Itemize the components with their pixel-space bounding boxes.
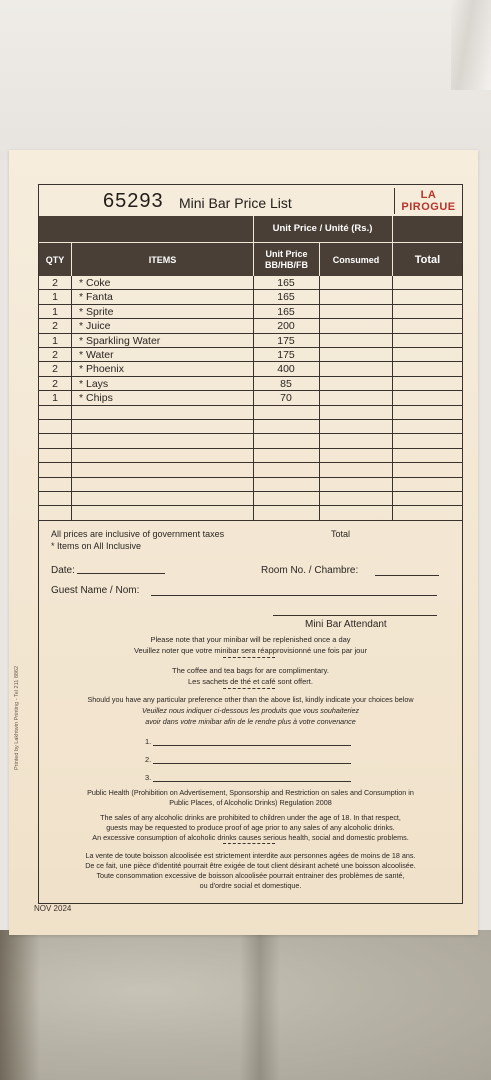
replenish-fr: Veuillez noter que votre minibar sera réapprovisionné une fois par jour [133, 646, 368, 655]
row-qty [39, 449, 71, 463]
column-divider [392, 276, 393, 290]
guest-field [151, 595, 437, 596]
column-divider [392, 420, 393, 434]
column-divider [392, 449, 393, 463]
table-row [39, 506, 462, 520]
column-divider [319, 506, 320, 520]
col-items: ITEMS [71, 243, 253, 277]
column-divider [392, 406, 393, 420]
choice-1-field [153, 745, 351, 746]
replenish-en: Please note that your minibar will be replenished once a day [150, 635, 351, 644]
guest-label: Guest Name / Nom: [51, 585, 140, 596]
choice-3-label: 3. [145, 773, 152, 782]
row-qty [39, 463, 71, 477]
band-divider [392, 216, 393, 242]
public-health-1: Public Health (Prohibition on Advertisement, Sponsorship and Restriction on sales and Consumption in [87, 788, 414, 797]
column-divider [319, 463, 320, 477]
row-qty [39, 420, 71, 434]
row-item [79, 420, 251, 434]
column-divider [319, 478, 320, 492]
column-divider [392, 506, 393, 520]
row-item [79, 506, 251, 520]
divider-1 [223, 657, 275, 658]
choice-1-label: 1. [145, 737, 152, 746]
column-divider [392, 391, 393, 405]
table-row [39, 290, 462, 304]
row-unit-price: 70 [280, 392, 292, 405]
column-divider [392, 334, 393, 348]
column-divider [319, 449, 320, 463]
table-row [39, 449, 462, 463]
row-qty: 1 [52, 392, 58, 405]
column-divider [392, 463, 393, 477]
form-number: 65293 [103, 190, 164, 212]
table-row [39, 463, 462, 477]
law-fr-2: De ce fait, une pièce d'identité pourrait être exigée de tout client désirant acheté une boisson alcoolisée. [85, 861, 416, 870]
fabric-shadow [0, 930, 40, 1080]
column-divider [319, 334, 320, 348]
unit-price-header: Unit Price / Unité (Rs.) [253, 216, 391, 242]
table-row [39, 276, 462, 290]
choice-2-label: 2. [145, 755, 152, 764]
table-row [39, 391, 462, 405]
coffee-fr: Les sachets de thé et café sont offert. [188, 677, 313, 686]
taxes-note: All prices are inclusive of government taxes [51, 529, 225, 539]
row-item: * Fanta [79, 291, 113, 304]
table-row [39, 305, 462, 319]
row-qty: 2 [52, 320, 58, 333]
law-en-2: guests may be requested to produce proof of age prior to any sales of any alcoholic drinks. [106, 823, 395, 832]
row-qty: 2 [52, 277, 58, 289]
preference-fr-1: Veuillez nous indiquer ci-dessous les produits que vous souhaiteriez [141, 706, 360, 715]
table-row [39, 434, 462, 448]
row-item [79, 449, 251, 463]
la-pirogue-logo [394, 188, 462, 214]
row-qty: 1 [52, 305, 58, 318]
table-row [39, 492, 462, 506]
table-edge [451, 0, 491, 90]
row-qty: 2 [52, 377, 58, 390]
table-surface [0, 0, 491, 160]
table-row [39, 478, 462, 492]
law-en-1: The sales of any alcoholic drinks are prohibited to children under the age of 18. In that respect, [100, 813, 401, 822]
column-divider [319, 290, 320, 304]
row-unit-price: 175 [277, 349, 295, 361]
table-row [39, 319, 462, 333]
column-divider [392, 377, 393, 391]
law-fr-3: Toute consommation excessive de boisson alcoolisée pourrait entrainer des problèmes de santé, [96, 871, 405, 880]
column-divider [71, 305, 72, 319]
printer-note: Printed by Lakhtwin Printing - Tel 211 8862 [14, 665, 20, 770]
row-item: * Chips [79, 392, 113, 405]
law-fr-1: La vente de toute boisson alcoolisée est strictement interdite aux personnes agées de moins de 18 ans. [85, 851, 416, 860]
total-label: Total [331, 529, 351, 539]
row-qty [39, 406, 71, 420]
row-unit-price [253, 406, 319, 420]
column-divider [392, 492, 393, 506]
row-unit-price [253, 449, 319, 463]
row-unit-price [253, 478, 319, 492]
row-item: * Phoenix [79, 363, 124, 376]
column-divider [71, 377, 72, 391]
column-divider [71, 362, 72, 376]
row-qty: 2 [52, 363, 58, 376]
column-divider [71, 334, 72, 348]
law-en-3: An excessive consumption of alcoholic drinks causes serious health, social and domestic problems. [92, 833, 409, 842]
column-divider [71, 420, 72, 434]
row-item [79, 478, 251, 492]
row-qty: 1 [52, 334, 58, 347]
row-unit-price: 85 [280, 377, 292, 390]
col-qty: QTY [45, 255, 65, 265]
row-item: * Juice [79, 320, 111, 333]
column-divider [392, 478, 393, 492]
column-divider [71, 449, 72, 463]
row-item [79, 492, 251, 506]
column-divider [71, 406, 72, 420]
row-unit-price [253, 492, 319, 506]
row-unit-price [253, 506, 319, 520]
unit-price-band [39, 216, 462, 242]
row-unit-price: 165 [277, 277, 295, 289]
row-qty [39, 434, 71, 448]
public-health-2: Public Places, of Alcoholic Drinks) Regulation 2008 [169, 798, 332, 807]
row-unit-price [253, 420, 319, 434]
col-unit-price-line1: Unit Price [265, 249, 308, 259]
table-row [39, 406, 462, 420]
column-divider [319, 319, 320, 333]
form-title: Mini Bar Price List [179, 195, 292, 211]
law-fr-4: ou d'ordre social et domestique. [199, 881, 302, 890]
column-divider [319, 434, 320, 448]
row-qty: 1 [52, 291, 58, 304]
column-divider [71, 463, 72, 477]
coffee-en: The coffee and tea bags for are complimentary. [172, 666, 329, 675]
date-label: Date: [51, 565, 75, 576]
row-item: * Water [79, 349, 114, 361]
row-qty [39, 506, 71, 520]
column-divider [71, 434, 72, 448]
row-qty [39, 492, 71, 506]
attendant-signature-line [273, 615, 437, 616]
logo-line-2: PIROGUE [401, 201, 456, 213]
column-divider [319, 420, 320, 434]
column-divider [392, 305, 393, 319]
row-unit-price: 400 [277, 363, 295, 376]
column-divider [392, 319, 393, 333]
col-unit-price [253, 243, 319, 277]
date-field [77, 573, 165, 574]
col-unit-price-line2: BB/HB/FB [265, 260, 308, 270]
table-row [39, 362, 462, 376]
column-header-band [39, 242, 462, 276]
choice-2-field [153, 763, 351, 764]
column-divider [71, 348, 72, 362]
column-divider [319, 276, 320, 290]
column-divider [319, 377, 320, 391]
row-unit-price: 165 [277, 305, 295, 318]
row-item: * Lays [79, 377, 109, 390]
column-divider [71, 506, 72, 520]
preference-fr-2: avoir dans votre minibar afin de le rendre plus à votre convenance [145, 717, 356, 726]
table-row [39, 348, 462, 362]
row-item [79, 463, 251, 477]
divider-3 [223, 843, 275, 844]
row-unit-price: 200 [277, 320, 295, 333]
column-divider [71, 492, 72, 506]
row-unit-price [253, 434, 319, 448]
column-divider [319, 348, 320, 362]
row-item [79, 434, 251, 448]
column-divider [319, 406, 320, 420]
column-divider [71, 478, 72, 492]
column-divider [319, 362, 320, 376]
row-item: * Sprite [79, 305, 114, 318]
preference-en: Should you have any particular preference other than the above list, kindly indicate your choices below [87, 695, 414, 704]
row-unit-price: 165 [277, 291, 295, 304]
room-field [375, 575, 439, 576]
row-qty: 2 [52, 349, 58, 361]
row-unit-price: 175 [277, 334, 295, 347]
row-item [79, 406, 251, 420]
row-qty [39, 478, 71, 492]
column-divider [392, 434, 393, 448]
inclusive-note: * Items on All Inclusive [51, 541, 142, 551]
row-unit-price [253, 463, 319, 477]
column-divider [319, 305, 320, 319]
column-divider [392, 362, 393, 376]
column-divider [319, 391, 320, 405]
column-divider [71, 290, 72, 304]
edition-date: NOV 2024 [34, 904, 72, 913]
row-item: * Coke [79, 277, 111, 289]
mini-bar-form [38, 184, 463, 904]
fabric-fold [240, 930, 280, 1080]
column-divider [319, 492, 320, 506]
column-divider [71, 391, 72, 405]
attendant-label: Mini Bar Attendant [305, 619, 387, 630]
table-row [39, 334, 462, 348]
column-divider [392, 290, 393, 304]
table-row [39, 377, 462, 391]
column-divider [392, 348, 393, 362]
column-divider [71, 319, 72, 333]
room-label: Room No. / Chambre: [261, 565, 359, 576]
divider-2 [223, 688, 275, 689]
table-row [39, 420, 462, 434]
choice-3-field [153, 781, 351, 782]
row-item: * Sparkling Water [79, 334, 161, 347]
form-header [39, 185, 462, 217]
col-consumed: Consumed [319, 243, 392, 277]
logo-line-1: LA [420, 189, 437, 201]
column-divider [71, 276, 72, 290]
col-total: Total [392, 243, 462, 277]
